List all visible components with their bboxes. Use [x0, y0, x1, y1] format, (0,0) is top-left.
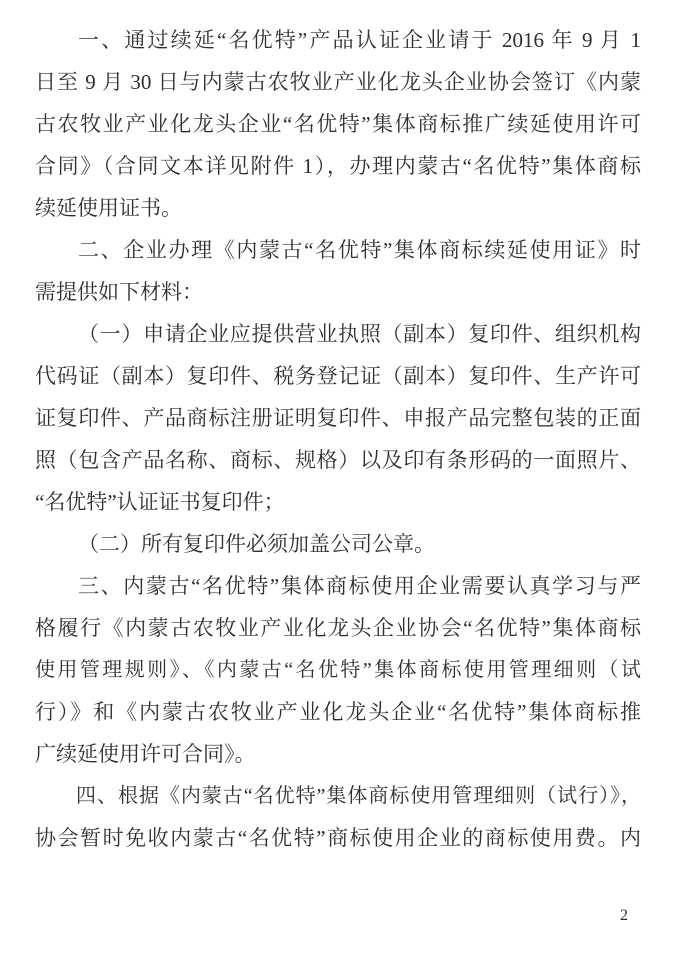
- text-line: 一、通过续延“名优特”产品认证企业请于 2016 年 9 月 1: [78, 28, 641, 52]
- text-line: 照（包含产品名称、商标、规格）以及印有条形码的一面照片、: [35, 448, 641, 472]
- text-line: （二）所有复印件必须加盖公司公章。: [78, 532, 436, 556]
- text-line: 需提供如下材料：: [35, 280, 203, 304]
- text-line: 格履行《内蒙古农牧业产业化龙头企业协会“名优特”集体商标: [35, 616, 641, 640]
- text-line: 协会暂时免收内蒙古“名优特”商标使用企业的商标使用费。内: [35, 826, 641, 850]
- text-line: 证复印件、产品商标注册证明复印件、申报产品完整包装的正面: [35, 406, 641, 430]
- text-line: 四、根据《内蒙古“名优特”集体商标使用管理细则（试行）》，: [76, 785, 641, 807]
- text-line: 代码证（副本）复印件、税务登记证（副本）复印件、生产许可: [35, 364, 641, 388]
- text-line: 古农牧业产业化龙头企业“名优特”集体商标推广续延使用许可: [35, 112, 641, 136]
- document-body: [35, 19, 641, 859]
- text-line: 日至 9 月 30 日与内蒙古农牧业产业化龙头企业协会签订《内蒙: [35, 70, 641, 94]
- text-line: 行）》和《内蒙古农牧业产业化龙头企业“名优特”集体商标推: [35, 700, 641, 724]
- text-line: 合同》（合同文本详见附件 1），办理内蒙古“名优特”集体商标: [35, 154, 641, 178]
- text-line: 三、内蒙古“名优特”集体商标使用企业需要认真学习与严: [78, 574, 641, 598]
- page-number: 2: [620, 907, 628, 924]
- text-line: 续延使用证书。: [35, 196, 182, 220]
- text-line: 二、企业办理《内蒙古“名优特”集体商标续延使用证》时: [78, 238, 641, 262]
- text-line: （一）申请企业应提供营业执照（副本）复印件、组织机构: [78, 322, 641, 346]
- text-line: “名优特”认证证书复印件；: [35, 490, 285, 514]
- text-line: 广续延使用许可合同》。: [35, 742, 256, 766]
- text-line: 使用管理规则》、《内蒙古“名优特”集体商标使用管理细则（试: [35, 659, 641, 681]
